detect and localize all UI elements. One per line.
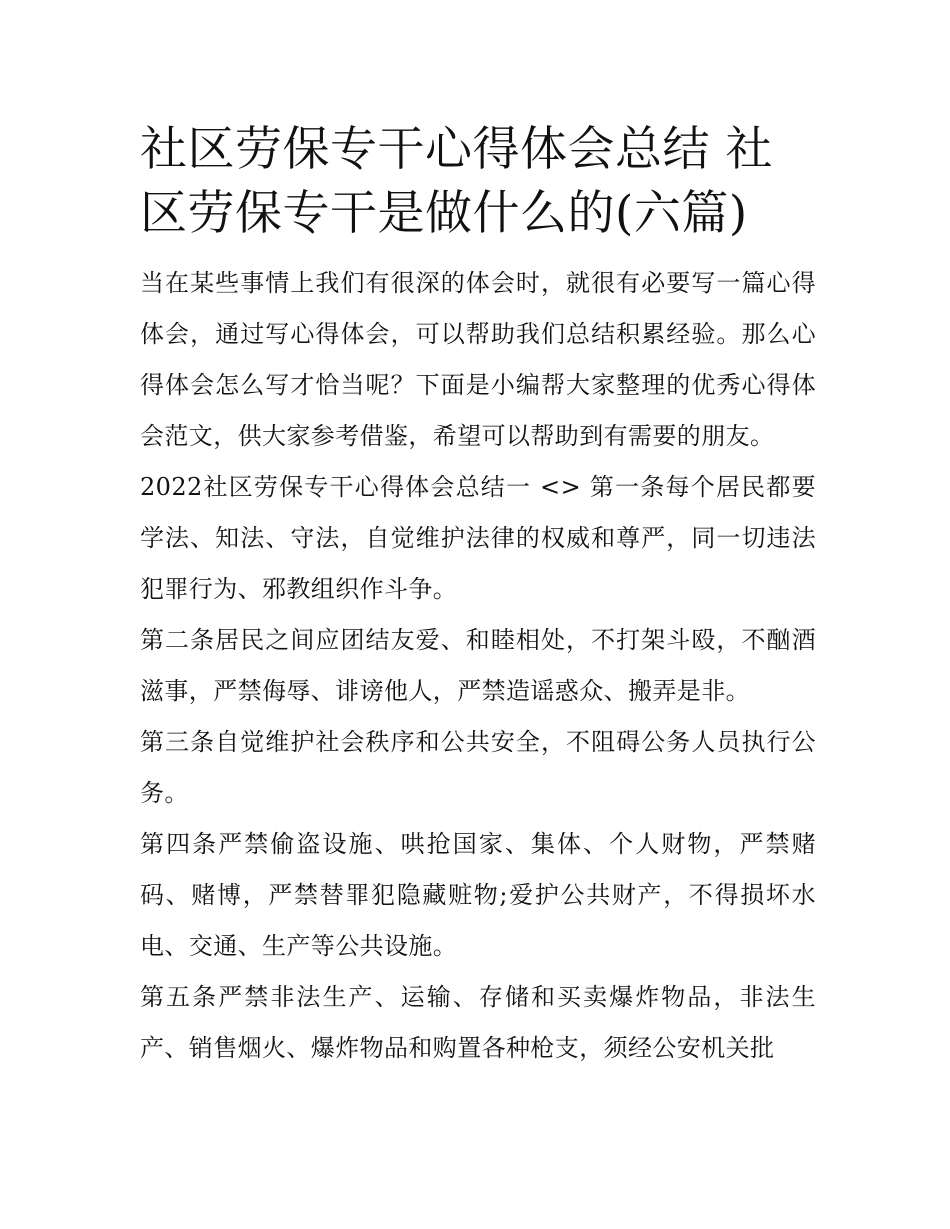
paragraph-article-2: 第二条居民之间应团结友爱、和睦相处，不打架斗殴，不酗酒滋事，严禁侮辱、诽谤他人，严禁造谣惑众、搬弄是非。 — [140, 626, 816, 705]
paragraph-article-5: 第五条严禁非法生产、运输、存储和买卖爆炸物品，非法生产、销售烟火、爆炸物品和购置各种枪支，须经公安机关批 — [140, 983, 816, 1062]
document-title: 社区劳保专干心得体会总结 社区劳保专干是做什么的(六篇) — [140, 122, 773, 241]
paragraph-article-4: 第四条严禁偷盗设施、哄抢国家、集体、个人财物，严禁赌码、赌博，严禁替罪犯隐藏赃物;爱护公共财产，不得损坏水电、交通、生产等公共设施。 — [140, 830, 816, 960]
paragraph-intro: 当在某些事情上我们有很深的体会时，就很有必要写一篇心得体会，通过写心得体会，可以帮助我们总结积累经验。那么心得体会怎么写才恰当呢？下面是小编帮大家整理的优秀心得体会范文，供大家参考借鉴，希望可以帮助到有需要的朋友。 — [140, 269, 816, 450]
document-body — [140, 118, 816, 1074]
paragraph-article-1: 2022社区劳保专干心得体会总结一 <> 第一条每个居民都要学法、知法、守法，自觉维护法律的权威和尊严，同一切违法犯罪行为、邪教组织作斗争。 — [140, 473, 816, 603]
paragraph-article-3: 第三条自觉维护社会秩序和公共安全，不阻碍公务人员执行公务。 — [140, 728, 816, 807]
